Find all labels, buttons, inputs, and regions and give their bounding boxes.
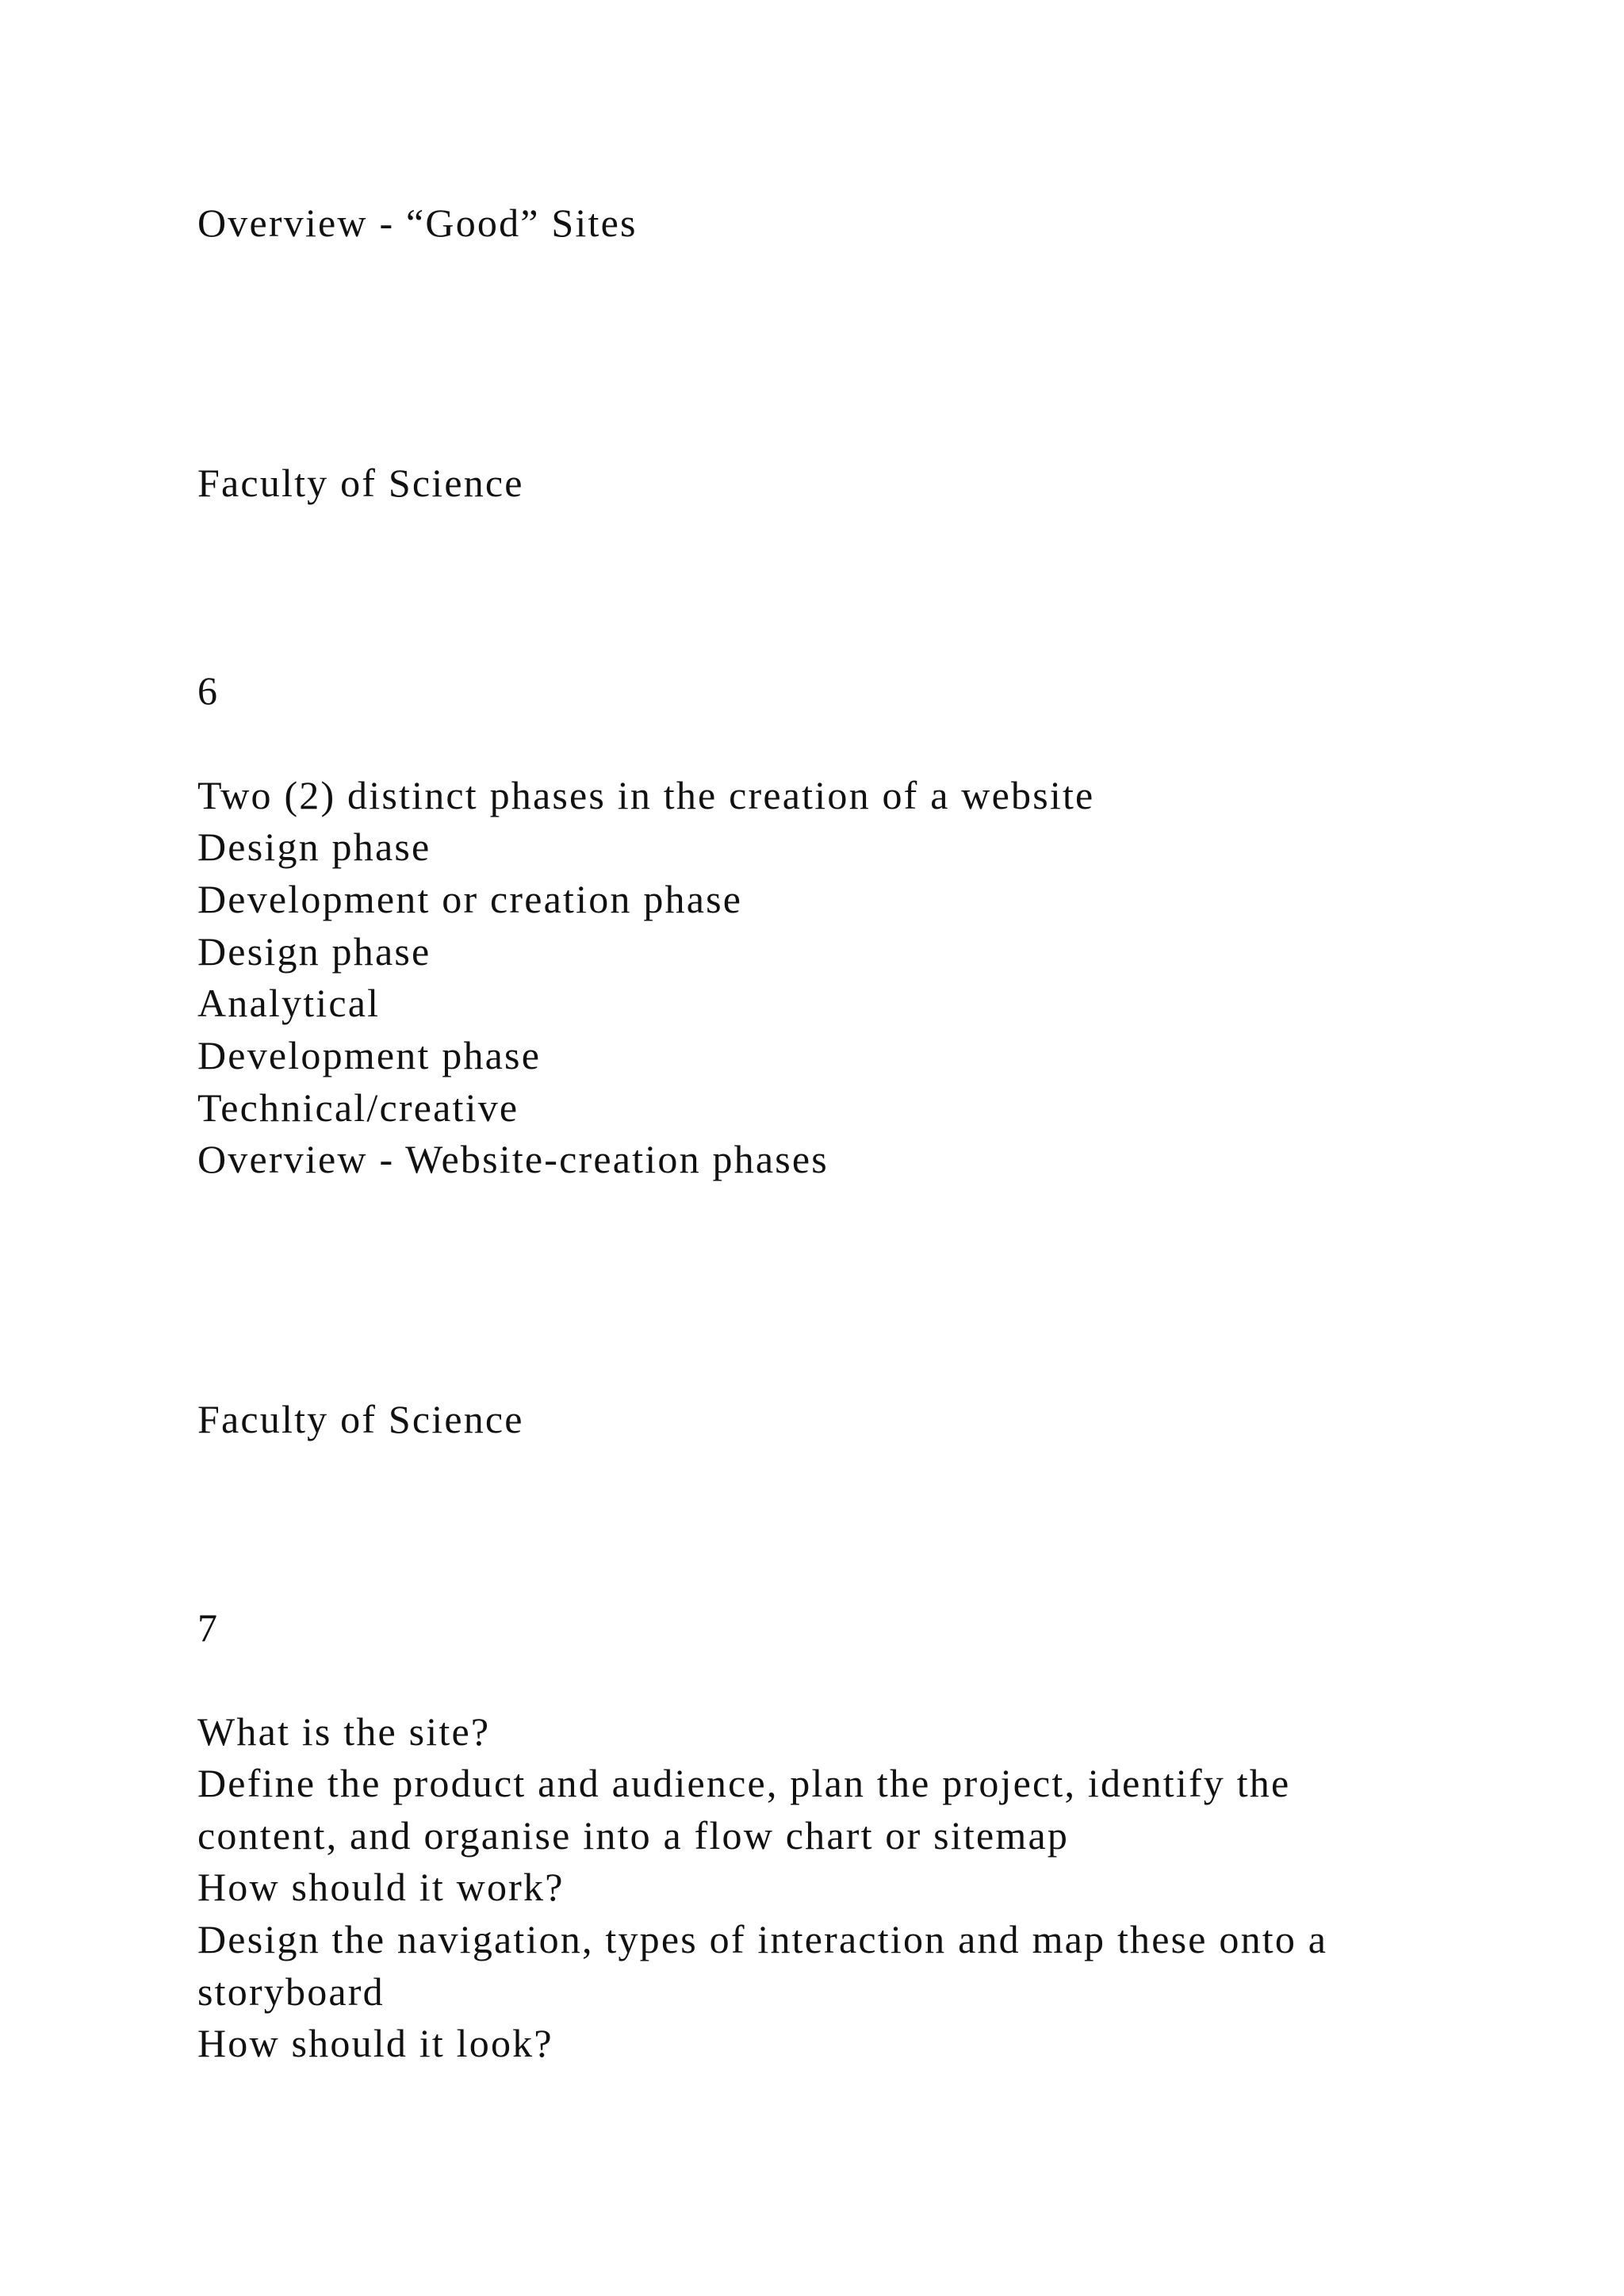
text-line: Technical/creative — [197, 1085, 519, 1130]
slide-title: Overview - “Good” Sites — [197, 201, 638, 245]
text-line: Design phase — [197, 929, 431, 974]
text-line: Development or creation phase — [197, 877, 743, 921]
text-line: Define the product and audience, plan the project, identify the — [197, 1761, 1291, 1805]
text-line: What is the site? — [197, 1709, 491, 1754]
slide-title: Overview - Website-creation phases — [197, 1137, 829, 1181]
text-line: Development phase — [197, 1033, 542, 1077]
text-line: Two (2) distinct phases in the creation of a website — [197, 773, 1095, 817]
footer-text: Faculty of Science — [197, 461, 524, 505]
text-line: Design the navigation, types of interaction and map these onto a — [197, 1917, 1328, 1961]
text-line: content, and organise into a flow chart or sitemap — [197, 1813, 1070, 1858]
text-line: storyboard — [197, 1969, 385, 2014]
text-line: Design phase — [197, 825, 431, 869]
text-line: Analytical — [197, 981, 381, 1025]
text-line: How should it look? — [197, 2021, 553, 2065]
slide-number: 6 — [197, 668, 220, 713]
footer-text: Faculty of Science — [197, 1397, 524, 1441]
text-line: How should it work? — [197, 1865, 565, 1909]
slide-number: 7 — [197, 1605, 220, 1650]
